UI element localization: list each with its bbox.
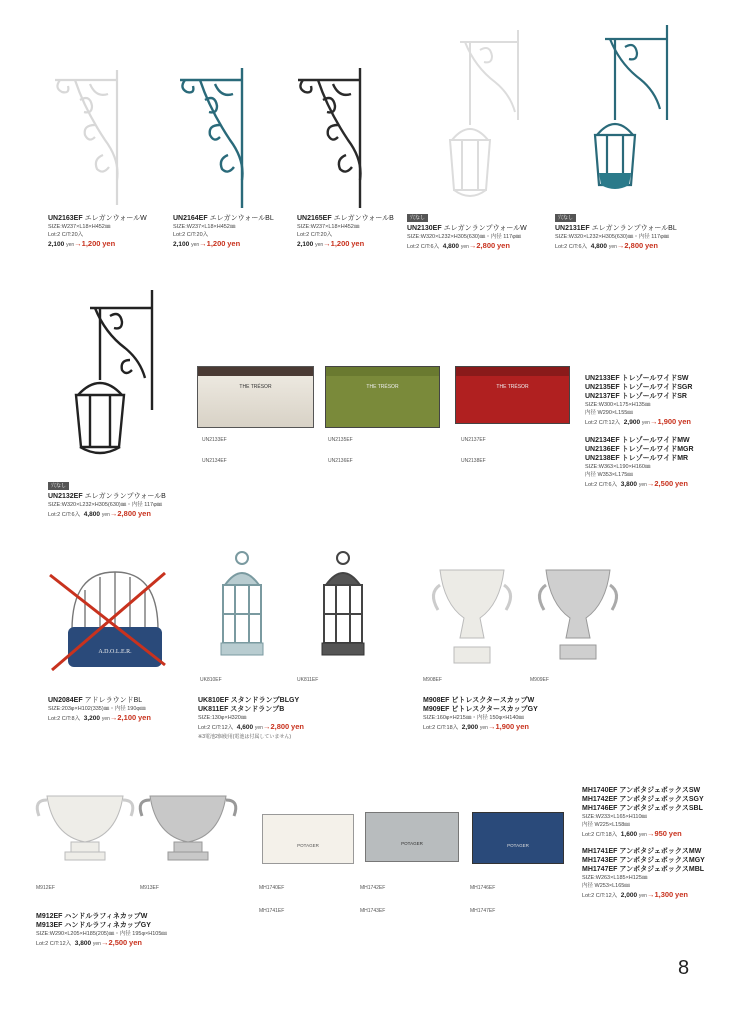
product-un2165 xyxy=(297,214,394,250)
product-lot: Lot:2 C/T:20入 xyxy=(297,232,333,238)
product-price: Lot:2 C/T:6入 4,800 yen→2,800 yen xyxy=(48,509,151,518)
product-line: MH1740EF アンボタジェボックスSW xyxy=(582,787,701,794)
product-title: UN2084EF アドレラウンドBL xyxy=(48,697,143,704)
tray-green-image xyxy=(325,366,440,428)
product-inner-size: 内径 W225×L158㎜ xyxy=(582,822,630,828)
product-size: SIZE:203φ×H102(335)㎜・内径 190φ㎜ xyxy=(48,706,146,712)
tray-label-un2135: UN2135EF xyxy=(328,437,353,443)
tray-label-un2136: UN2136EF xyxy=(328,458,353,464)
product-price: Lot:2 C/T:8入 3,200 yen→2,100 yen xyxy=(48,713,151,722)
tray-group-medium xyxy=(585,436,694,490)
product-line: M909EF ビトレスクタースカップGY xyxy=(423,706,538,713)
product-price: Lot:2 C/T:18入 1,600 yen→950 yen xyxy=(582,829,682,838)
product-title: UN2130EF エレガンランプウォールW xyxy=(407,225,527,232)
lamp-wall-white-image xyxy=(440,30,525,205)
product-inner-size: 内径 W253×L165㎜ xyxy=(582,883,630,889)
box-white-image xyxy=(262,814,354,864)
product-title: UN2131EF エレガンランプウォールBL xyxy=(555,225,677,232)
product-price: Lot:2 C/T:12入 2,900 yen→1,900 yen xyxy=(585,417,691,426)
tray-label: THE TRÉSOR xyxy=(239,384,272,390)
box-label-mh1742: MH1742EF xyxy=(360,885,386,891)
product-price: Lot:2 C/T:12入 2,000 yen→1,300 yen xyxy=(582,890,688,899)
box-label: POTAGER xyxy=(297,843,319,848)
product-title: UN2165EF エレガンウォールB xyxy=(297,215,394,222)
product-uk810-uk811 xyxy=(198,696,304,740)
cup-label-m912: M912EF xyxy=(36,885,55,891)
product-line: UN2138EF トレゾールワイドMR xyxy=(585,455,689,462)
bracket-white-image xyxy=(55,70,125,210)
product-inner-size: 内径 W353×L175㎜ xyxy=(585,472,633,478)
product-size: SIZE:W237×L18×H452㎜ xyxy=(297,224,360,230)
product-price: 2,100 yen→1,200 yen xyxy=(173,239,241,248)
box-label: POTAGER xyxy=(401,841,423,846)
box-gray-image xyxy=(365,812,459,862)
product-line: UN2137EF トレゾールワイドSR xyxy=(585,393,687,400)
product-line: UK811EF スタンドランプB xyxy=(198,706,285,713)
cage-print: A.D.O.L.E.R. xyxy=(98,649,132,655)
vase-white-image xyxy=(432,565,512,670)
product-title: UN2132EF エレガンランプウォールB xyxy=(48,493,166,500)
tray-group-small xyxy=(585,374,692,428)
product-line: UN2135EF トレゾールワイドSGR xyxy=(585,384,693,391)
birdcage-image xyxy=(60,565,170,680)
lamp-label-uk811: UK811EF xyxy=(297,677,319,683)
product-line: M908EF ビトレスクタースカップW xyxy=(423,697,535,704)
product-un2164 xyxy=(173,214,274,250)
product-size: SIZE:W363×L190×H160㎜ xyxy=(585,464,651,470)
product-size: SIZE:W290×L205×H185(205)㎜・内径 195φ×H105㎜ xyxy=(36,931,167,937)
box-label-mh1747: MH1747EF xyxy=(470,908,496,914)
box-blue-image xyxy=(472,812,564,864)
cup-gray-image xyxy=(138,790,238,870)
product-line: MH1747EF アンボタジェボックスMBL xyxy=(582,866,705,873)
product-size: SIZE:W237×L18×H452㎜ xyxy=(173,224,236,230)
tray-label-un2134: UN2134EF xyxy=(202,458,227,464)
product-line: MH1746EF アンボタジェボックスSBL xyxy=(582,805,703,812)
stand-lamp-bluegray-image xyxy=(215,550,270,665)
box-label-mh1741: MH1741EF xyxy=(259,908,285,914)
product-size: SIZE:W233×L165×H110㎜ xyxy=(582,814,648,820)
no-hole-badge: 穴なし xyxy=(48,482,69,490)
vase-label-m908: M908EF xyxy=(423,677,442,683)
product-size: SIZE:W320×L232×H305(630)㎜・内径 117φ㎜ xyxy=(48,502,163,508)
bracket-black-image xyxy=(298,68,368,208)
product-price: Lot:2 C/T:12入 3,800 yen→2,500 yen xyxy=(36,938,142,947)
lamp-label-uk810: UK810EF xyxy=(200,677,222,683)
no-hole-badge: 穴なし xyxy=(407,214,428,222)
tray-label-un2137: UN2137EF xyxy=(461,437,486,443)
product-title: UN2164EF エレガンウォールBL xyxy=(173,215,274,222)
product-price: Lot:2 C/T:12入 4,600 yen→2,800 yen xyxy=(198,722,304,731)
box-group-medium xyxy=(582,847,705,901)
product-line: UN2136EF トレゾールワイドMGR xyxy=(585,446,694,453)
product-price: Lot:2 C/T:6入 3,800 yen→2,500 yen xyxy=(585,479,688,488)
product-price: Lot:2 C/T:6入 4,800 yen→2,800 yen xyxy=(407,241,510,250)
product-price: 2,100 yen→1,200 yen xyxy=(297,239,365,248)
box-group-small xyxy=(582,786,704,840)
product-inner-size: 内径 W290×L155㎜ xyxy=(585,410,633,416)
page-number: 8 xyxy=(678,957,690,979)
lamp-wall-blue-image xyxy=(585,25,675,205)
product-line: M912EF ハンドルラフィネカップW xyxy=(36,913,148,920)
product-price: 2,100 yen→1,200 yen xyxy=(48,239,116,248)
box-label: POTAGER xyxy=(507,843,529,848)
cup-white-image xyxy=(35,790,135,870)
product-size: SIZE:W320×L232×H305(630)㎜・内径 117φ㎜ xyxy=(407,234,522,240)
no-hole-badge: 穴なし xyxy=(555,214,576,222)
stand-lamp-black-image xyxy=(316,550,371,665)
bracket-blue-image xyxy=(180,68,250,208)
product-line: M913EF ハンドルラフィネカップGY xyxy=(36,922,151,929)
product-size: SIZE:130φ×H320㎜ xyxy=(198,715,247,721)
product-price: Lot:2 C/T:6入 4,800 yen→2,800 yen xyxy=(555,241,658,250)
tray-red-image xyxy=(455,366,570,424)
product-un2130 xyxy=(407,206,527,252)
tray-label: THE TRÉSOR xyxy=(496,384,529,390)
product-m908-m909 xyxy=(423,696,538,733)
lamp-wall-black-image xyxy=(60,290,160,465)
box-label-mh1743: MH1743EF xyxy=(360,908,386,914)
product-line: UN2134EF トレゾールワイドMW xyxy=(585,437,690,444)
product-m912-m913 xyxy=(36,912,167,949)
box-label-mh1746: MH1746EF xyxy=(470,885,496,891)
tray-label: THE TRÉSOR xyxy=(366,384,399,390)
product-un2163 xyxy=(48,214,147,250)
product-lot: Lot:2 C/T:20入 xyxy=(173,232,209,238)
product-line: MH1742EF アンボタジェボックスSGY xyxy=(582,796,704,803)
tray-label-un2138: UN2138EF xyxy=(461,458,486,464)
tray-label-un2133: UN2133EF xyxy=(202,437,227,443)
product-line: UN2133EF トレゾールワイドSW xyxy=(585,375,689,382)
cup-label-m913: M913EF xyxy=(140,885,159,891)
tray-white-image xyxy=(197,366,314,428)
product-lot: Lot:2 C/T:20入 xyxy=(48,232,84,238)
vase-gray-image xyxy=(538,565,618,665)
product-line: MH1741EF アンボタジェボックスMW xyxy=(582,848,702,855)
product-size: SIZE:W300×L175×H135㎜ xyxy=(585,402,651,408)
box-label-mh1740: MH1740EF xyxy=(259,885,285,891)
battery-note: ※3電池2個使用(電池は付属していません) xyxy=(198,734,292,740)
product-un2131 xyxy=(555,206,677,252)
product-un2132 xyxy=(48,474,166,520)
product-price: Lot:2 C/T:18入 2,900 yen→1,900 yen xyxy=(423,722,529,731)
product-un2084 xyxy=(48,696,151,724)
product-size: SIZE:W320×L232×H305(630)㎜・内径 117φ㎜ xyxy=(555,234,670,240)
vase-label-m909: M909EF xyxy=(530,677,549,683)
product-size: SIZE:W237×L18×H452㎜ xyxy=(48,224,111,230)
product-line: UK810EF スタンドランプBLGY xyxy=(198,697,300,704)
product-size: SIZE:160φ×H215㎜・内径 150φ×H140㎜ xyxy=(423,715,524,721)
product-line: MH1743EF アンボタジェボックスMGY xyxy=(582,857,705,864)
product-title: UN2163EF エレガンウォールW xyxy=(48,215,147,222)
product-size: SIZE:W263×L185×H125㎜ xyxy=(582,875,648,881)
